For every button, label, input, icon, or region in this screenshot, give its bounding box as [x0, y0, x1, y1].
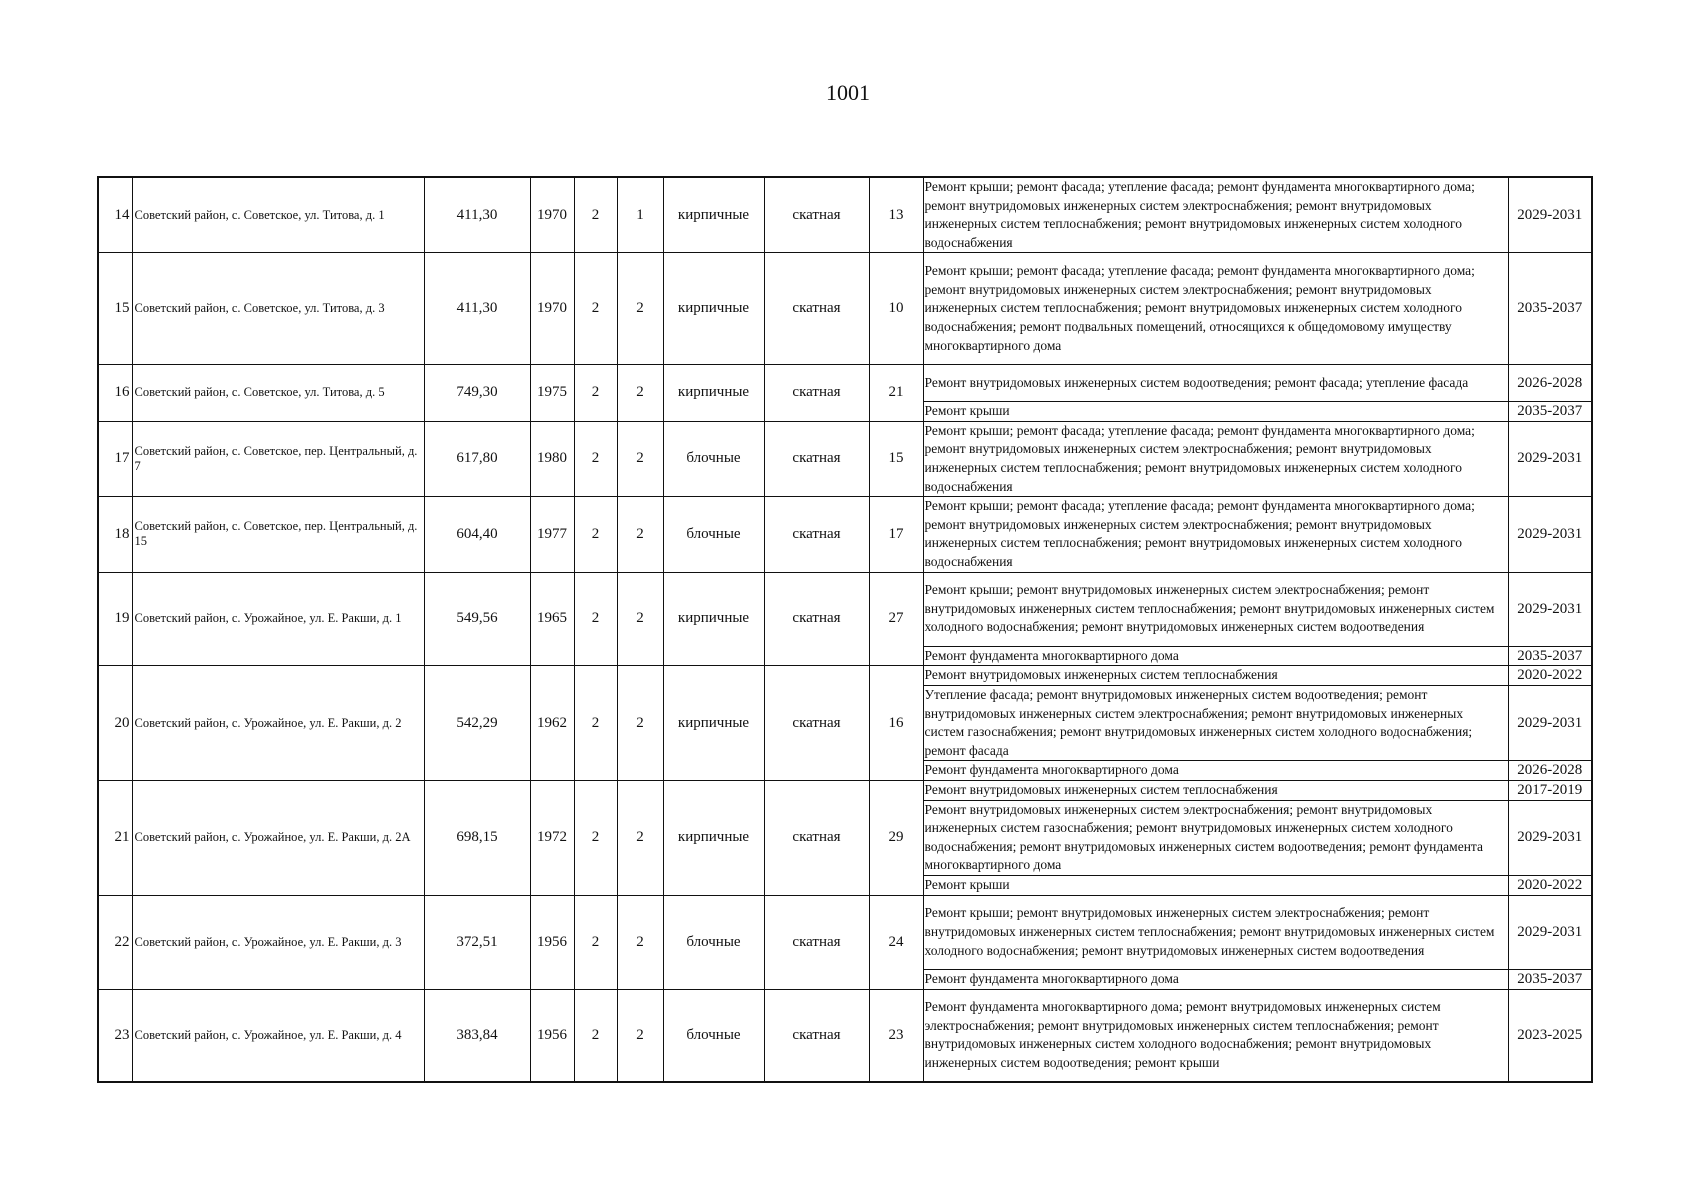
roof-cell: скатная — [764, 666, 869, 781]
floors-cell: 2 — [574, 666, 617, 781]
address-cell: Советский район, с. Урожайное, ул. Е. Ракши, д. 2 — [132, 666, 424, 781]
walls-cell: кирпичные — [663, 666, 764, 781]
roof-cell: скатная — [764, 177, 869, 253]
address-cell: Советский район, с. Урожайное, ул. Е. Ракши, д. 2А — [132, 781, 424, 896]
floors-cell: 2 — [574, 421, 617, 496]
year-cell: 1956 — [530, 989, 574, 1082]
area-cell: 383,84 — [424, 989, 530, 1082]
period-cell: 2035-2037 — [1508, 253, 1592, 365]
work-list-cell: Ремонт фундамента многоквартирного дома — [923, 761, 1508, 781]
table-row — [98, 421, 1592, 496]
apartments-cell: 24 — [869, 895, 923, 989]
row-number: 18 — [98, 497, 132, 572]
work-list-cell: Утепление фасада; ремонт внутридомовых инженерных систем водоотведения; ремонт внутридомовых инженерных систем электроснабжения; ремонт внутридомовых инженерных систем газоснабжения; ремонт внутридомовых инженерных систем холодного водоснабжения; ремонт фасада — [923, 686, 1508, 761]
work-list-cell: Ремонт внутридомовых инженерных систем теплоснабжения — [923, 781, 1508, 801]
table-row — [98, 253, 1592, 365]
floors-cell: 2 — [574, 781, 617, 896]
period-cell: 2029-2031 — [1508, 177, 1592, 253]
walls-cell: кирпичные — [663, 781, 764, 896]
year-cell: 1962 — [530, 666, 574, 781]
year-cell: 1956 — [530, 895, 574, 989]
period-cell: 2029-2031 — [1508, 572, 1592, 646]
address-cell: Советский район, с. Советское, ул. Титова, д. 3 — [132, 253, 424, 365]
address-cell: Советский район, с. Советское, пер. Центральный, д. 15 — [132, 497, 424, 572]
area-cell: 749,30 — [424, 364, 530, 421]
area-cell: 372,51 — [424, 895, 530, 989]
walls-cell: блочные — [663, 989, 764, 1082]
apartments-cell: 29 — [869, 781, 923, 896]
period-cell: 2029-2031 — [1508, 686, 1592, 761]
address-cell: Советский район, с. Урожайное, ул. Е. Ракши, д. 4 — [132, 989, 424, 1082]
row-number: 20 — [98, 666, 132, 781]
apartments-cell: 17 — [869, 497, 923, 572]
roof-cell: скатная — [764, 781, 869, 896]
row-number: 23 — [98, 989, 132, 1082]
walls-cell: кирпичные — [663, 177, 764, 253]
address-cell: Советский район, с. Урожайное, ул. Е. Ракши, д. 1 — [132, 572, 424, 666]
period-cell: 2029-2031 — [1508, 497, 1592, 572]
floors-cell: 2 — [574, 177, 617, 253]
period-cell: 2035-2037 — [1508, 646, 1592, 666]
apartments-cell: 10 — [869, 253, 923, 365]
work-list-cell: Ремонт крыши; ремонт внутридомовых инженерных систем электроснабжения; ремонт внутридомовых инженерных систем теплоснабжения; ремонт внутридомовых инженерных систем холодного водоснабжения; ремонт внутридомовых инженерных систем водоотведения — [923, 572, 1508, 646]
floors-cell: 2 — [574, 572, 617, 666]
entrances-cell: 2 — [617, 895, 663, 989]
entrances-cell: 2 — [617, 666, 663, 781]
apartments-cell: 27 — [869, 572, 923, 666]
entrances-cell: 2 — [617, 421, 663, 496]
period-cell: 2029-2031 — [1508, 421, 1592, 496]
row-number: 22 — [98, 895, 132, 989]
row-number: 15 — [98, 253, 132, 365]
roof-cell: скатная — [764, 421, 869, 496]
table-row — [98, 364, 1592, 401]
roof-cell: скатная — [764, 253, 869, 365]
walls-cell: кирпичные — [663, 253, 764, 365]
address-cell: Советский район, с. Советское, ул. Титова, д. 1 — [132, 177, 424, 253]
work-list-cell: Ремонт фундамента многоквартирного дома — [923, 646, 1508, 666]
area-cell: 542,29 — [424, 666, 530, 781]
year-cell: 1970 — [530, 253, 574, 365]
table-row — [98, 666, 1592, 686]
area-cell: 411,30 — [424, 253, 530, 365]
period-cell: 2029-2031 — [1508, 800, 1592, 875]
work-list-cell: Ремонт внутридомовых инженерных систем теплоснабжения — [923, 666, 1508, 686]
work-list-cell: Ремонт крыши; ремонт фасада; утепление фасада; ремонт фундамента многоквартирного дома; ремонт внутридомовых инженерных систем электроснабжения; ремонт внутридомовых инженерных систем теплоснабжения; ремонт внутридомовых инженерных систем холодного водоснабжения; ремонт подвальных помещений, относящихся к общедомовому имуществу многоквартирного дома — [923, 253, 1508, 365]
walls-cell: блочные — [663, 497, 764, 572]
table-row — [98, 177, 1592, 253]
year-cell: 1977 — [530, 497, 574, 572]
year-cell: 1965 — [530, 572, 574, 666]
walls-cell: блочные — [663, 895, 764, 989]
floors-cell: 2 — [574, 364, 617, 421]
walls-cell: блочные — [663, 421, 764, 496]
period-cell: 2023-2025 — [1508, 989, 1592, 1082]
apartments-cell: 13 — [869, 177, 923, 253]
work-list-cell: Ремонт крыши; ремонт внутридомовых инженерных систем электроснабжения; ремонт внутридомовых инженерных систем теплоснабжения; ремонт внутридомовых инженерных систем холодного водоснабжения; ремонт внутридомовых инженерных систем водоотведения — [923, 895, 1508, 969]
year-cell: 1980 — [530, 421, 574, 496]
area-cell: 604,40 — [424, 497, 530, 572]
table-row — [98, 989, 1592, 1082]
period-cell: 2026-2028 — [1508, 364, 1592, 401]
row-number: 16 — [98, 364, 132, 421]
apartments-cell: 15 — [869, 421, 923, 496]
period-cell: 2029-2031 — [1508, 895, 1592, 969]
walls-cell: кирпичные — [663, 572, 764, 666]
row-number: 21 — [98, 781, 132, 896]
entrances-cell: 2 — [617, 364, 663, 421]
year-cell: 1975 — [530, 364, 574, 421]
year-cell: 1972 — [530, 781, 574, 896]
work-list-cell: Ремонт крыши; ремонт фасада; утепление фасада; ремонт фундамента многоквартирного дома; ремонт внутридомовых инженерных систем электроснабжения; ремонт внутридомовых инженерных систем теплоснабжения; ремонт внутридомовых инженерных систем холодного водоснабжения — [923, 421, 1508, 496]
entrances-cell: 2 — [617, 989, 663, 1082]
period-cell: 2020-2022 — [1508, 666, 1592, 686]
table-row — [98, 781, 1592, 801]
work-list-cell: Ремонт крыши; ремонт фасада; утепление фасада; ремонт фундамента многоквартирного дома; ремонт внутридомовых инженерных систем электроснабжения; ремонт внутридомовых инженерных систем теплоснабжения; ремонт внутридомовых инженерных систем холодного водоснабжения — [923, 177, 1508, 253]
roof-cell: скатная — [764, 895, 869, 989]
roof-cell: скатная — [764, 989, 869, 1082]
floors-cell: 2 — [574, 895, 617, 989]
row-number: 17 — [98, 421, 132, 496]
area-cell: 411,30 — [424, 177, 530, 253]
capital-repair-table — [97, 176, 1593, 1083]
apartments-cell: 16 — [869, 666, 923, 781]
address-cell: Советский район, с. Урожайное, ул. Е. Ракши, д. 3 — [132, 895, 424, 989]
table-row — [98, 572, 1592, 646]
year-cell: 1970 — [530, 177, 574, 253]
work-list-cell: Ремонт крыши — [923, 402, 1508, 422]
period-cell: 2035-2037 — [1508, 402, 1592, 422]
entrances-cell: 2 — [617, 497, 663, 572]
table-row — [98, 895, 1592, 969]
roof-cell: скатная — [764, 497, 869, 572]
apartments-cell: 23 — [869, 989, 923, 1082]
row-number: 14 — [98, 177, 132, 253]
floors-cell: 2 — [574, 497, 617, 572]
work-list-cell: Ремонт внутридомовых инженерных систем электроснабжения; ремонт внутридомовых инженерных систем газоснабжения; ремонт внутридомовых инженерных систем холодного водоснабжения; ремонт внутридомовых инженерных систем водоотведения; ремонт фундамента многоквартирного дома — [923, 800, 1508, 875]
walls-cell: кирпичные — [663, 364, 764, 421]
entrances-cell: 2 — [617, 253, 663, 365]
entrances-cell: 2 — [617, 781, 663, 896]
roof-cell: скатная — [764, 364, 869, 421]
page-number: 1001 — [826, 80, 870, 105]
area-cell: 698,15 — [424, 781, 530, 896]
work-list-cell: Ремонт фундамента многоквартирного дома — [923, 970, 1508, 990]
period-cell: 2020-2022 — [1508, 876, 1592, 896]
work-list-cell: Ремонт крыши; ремонт фасада; утепление фасада; ремонт фундамента многоквартирного дома; ремонт внутридомовых инженерных систем электроснабжения; ремонт внутридомовых инженерных систем теплоснабжения; ремонт внутридомовых инженерных систем холодного водоснабжения — [923, 497, 1508, 572]
table-row — [98, 497, 1592, 572]
address-cell: Советский район, с. Советское, пер. Центральный, д. 7 — [132, 421, 424, 496]
roof-cell: скатная — [764, 572, 869, 666]
entrances-cell: 1 — [617, 177, 663, 253]
area-cell: 617,80 — [424, 421, 530, 496]
apartments-cell: 21 — [869, 364, 923, 421]
address-cell: Советский район, с. Советское, ул. Титова, д. 5 — [132, 364, 424, 421]
period-cell: 2026-2028 — [1508, 761, 1592, 781]
floors-cell: 2 — [574, 253, 617, 365]
floors-cell: 2 — [574, 989, 617, 1082]
period-cell: 2017-2019 — [1508, 781, 1592, 801]
area-cell: 549,56 — [424, 572, 530, 666]
work-list-cell: Ремонт внутридомовых инженерных систем водоотведения; ремонт фасада; утепление фасада — [923, 364, 1508, 401]
work-list-cell: Ремонт крыши — [923, 876, 1508, 896]
work-list-cell: Ремонт фундамента многоквартирного дома; ремонт внутридомовых инженерных систем электроснабжения; ремонт внутридомовых инженерных систем теплоснабжения; ремонт внутридомовых инженерных систем холодного водоснабжения; ремонт внутридомовых инженерных систем водоотведения; ремонт крыши — [923, 989, 1508, 1082]
row-number: 19 — [98, 572, 132, 666]
entrances-cell: 2 — [617, 572, 663, 666]
period-cell: 2035-2037 — [1508, 970, 1592, 990]
table-body — [98, 177, 1592, 1082]
